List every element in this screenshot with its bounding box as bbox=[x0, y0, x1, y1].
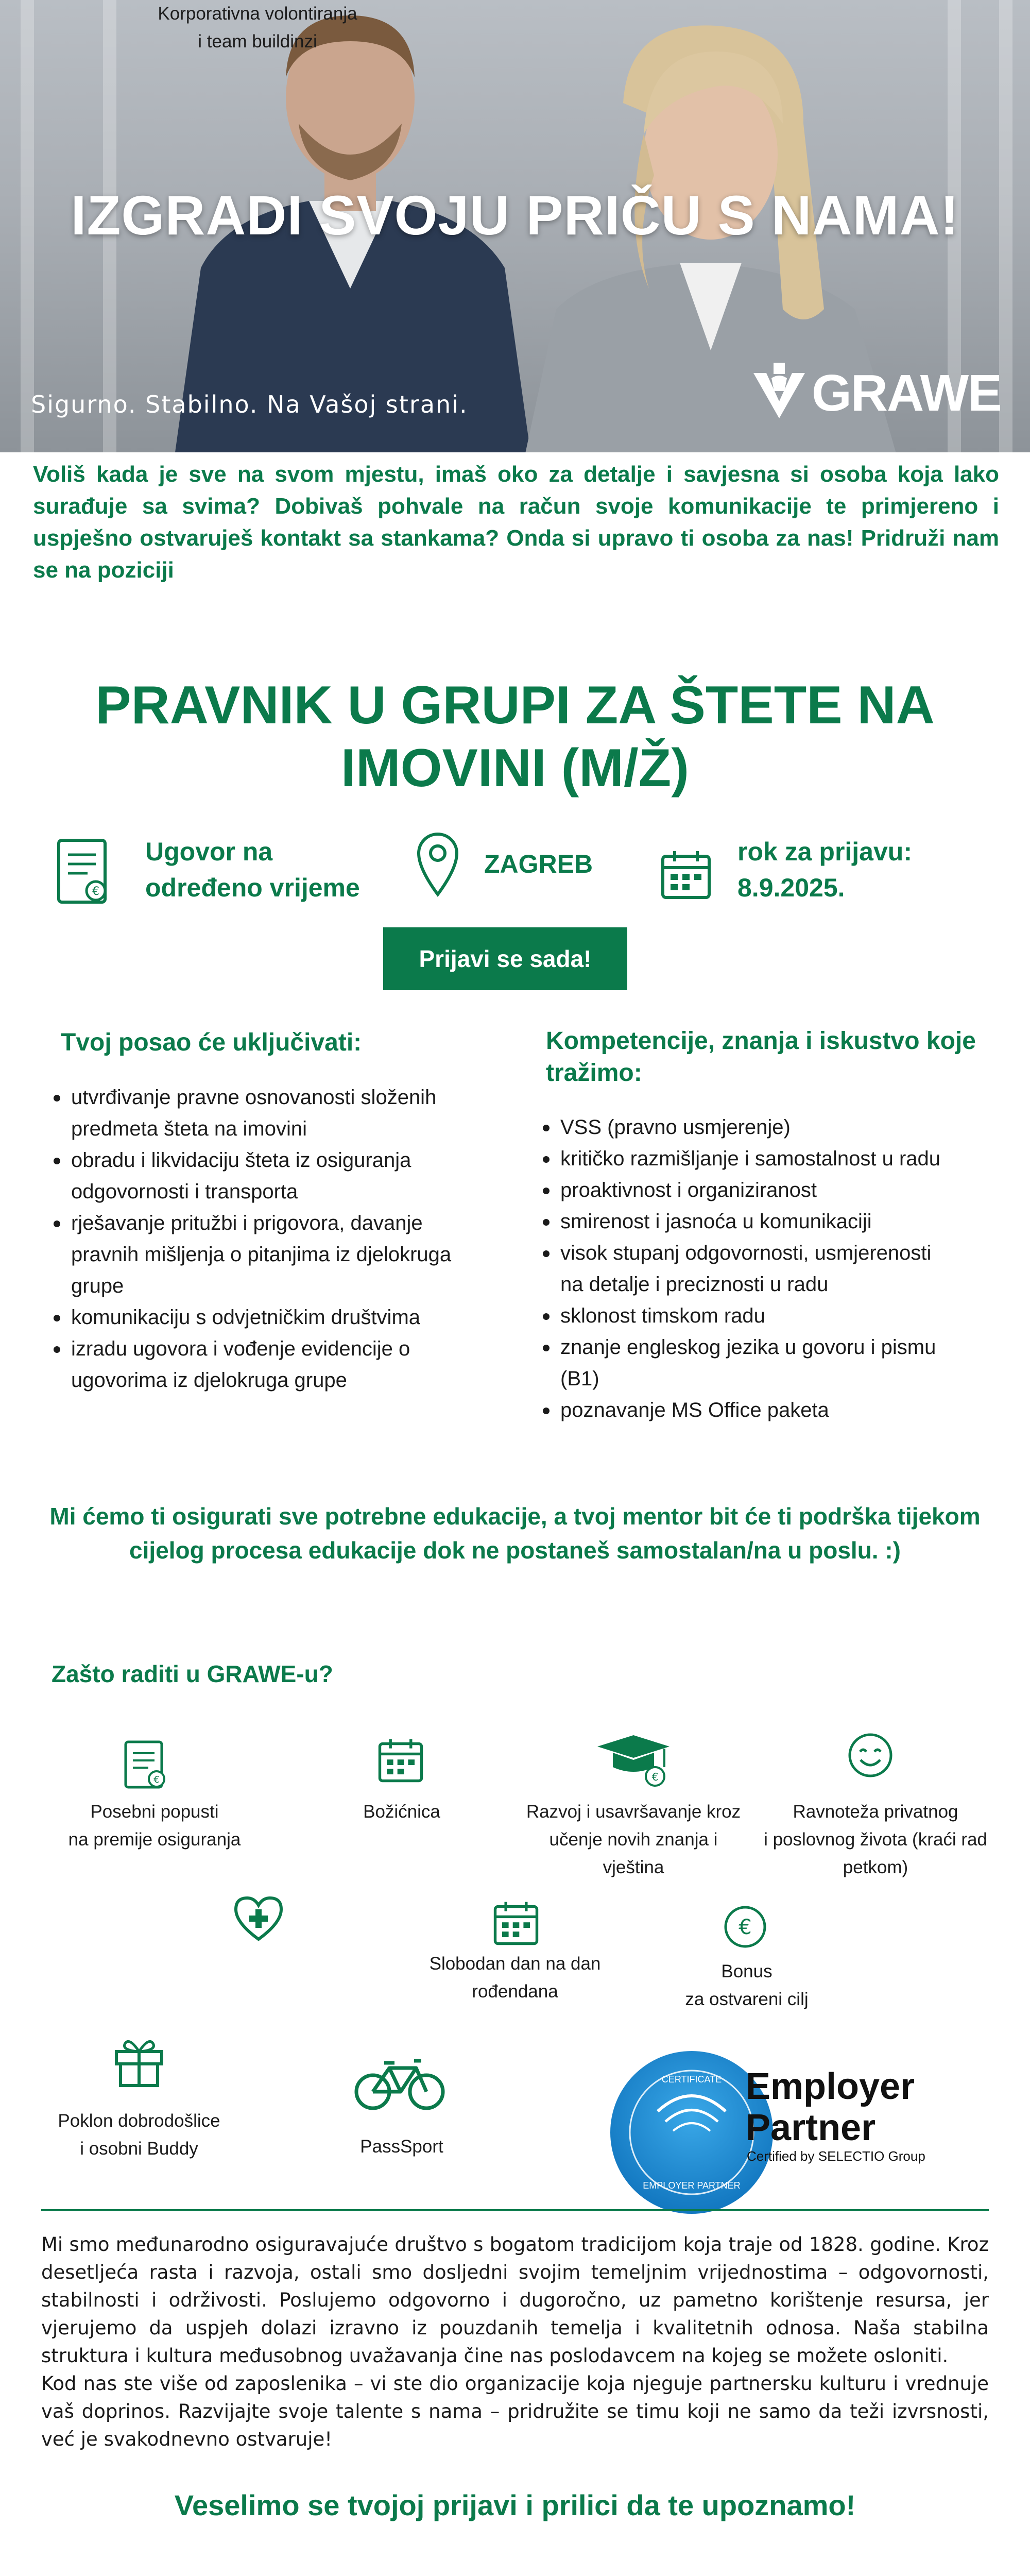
location: ZAGREB bbox=[484, 850, 593, 878]
benefit-line: i osobni Buddy bbox=[80, 2139, 198, 2159]
smiley-icon bbox=[847, 1732, 894, 1778]
list-item bbox=[541, 1238, 1004, 1300]
svg-text:€: € bbox=[651, 1771, 659, 1783]
skills-heading bbox=[546, 1025, 976, 1089]
list-item bbox=[52, 1082, 515, 1145]
hero-slogan: Sigurno. Stabilno. Na Vašoj strani. bbox=[31, 391, 468, 418]
list-item-line: rješavanje pritužbi i prigovora, davanje bbox=[71, 1212, 423, 1234]
list-item bbox=[52, 1333, 515, 1396]
deadline-date: 8.9.2025. bbox=[737, 873, 845, 902]
section-divider bbox=[41, 2209, 989, 2211]
calendar-icon bbox=[493, 1900, 539, 1946]
benefit-line: Božićnica bbox=[363, 1802, 440, 1822]
grawe-logo bbox=[751, 361, 1001, 422]
benefit-line: PassSport bbox=[360, 2137, 443, 2157]
location-pin-icon bbox=[415, 831, 461, 897]
mentor-text bbox=[41, 1499, 989, 1567]
list-item-line: predmeta šteta na imovini bbox=[71, 1117, 307, 1140]
calendar-icon bbox=[377, 1737, 424, 1784]
list-item bbox=[541, 1300, 1004, 1332]
shield-icon bbox=[751, 363, 808, 419]
list-item bbox=[541, 1332, 1004, 1395]
contract-line: određeno vrijeme bbox=[145, 873, 360, 902]
skills-heading-line: Kompetencije, znanja i iskustvo koje bbox=[546, 1027, 976, 1055]
list-item-line: na detalje i preciznosti u radu bbox=[560, 1273, 829, 1296]
list-item-line: sklonost timskom radu bbox=[560, 1304, 765, 1327]
list-item-line: obradu i likvidaciju šteta iz osiguranja bbox=[71, 1149, 411, 1172]
list-item-line: (B1) bbox=[560, 1367, 599, 1390]
benefit-work-life-balance bbox=[757, 1798, 994, 1882]
badge-top-text: CERTIFICATE bbox=[661, 2074, 722, 2084]
benefit-line: Ravnoteža privatnog bbox=[793, 1802, 958, 1822]
benefit-discounts bbox=[41, 1798, 268, 1854]
benefit-line: petkom) bbox=[843, 1857, 908, 1877]
contract-certificate-icon bbox=[56, 837, 112, 909]
benefit-line: rođendana bbox=[472, 1981, 558, 2002]
benefit-line: na premije osiguranja bbox=[68, 1829, 241, 1850]
deadline-label: rok za prijavu: bbox=[737, 837, 912, 866]
benefit-passsport bbox=[309, 2133, 494, 2161]
hero-banner bbox=[0, 0, 1030, 452]
gift-icon bbox=[113, 2034, 165, 2088]
about-paragraph: Mi smo međunarodno osiguravajuće društvo s bogatom tradicijom koja traje od 1828. godine. Kroz desetljeća rasta i razvoja, ostali smo dosljedni svojim temeljnim vrijednostima – odgovornosti, stabilnosti i održivosti. Poslujemo odgovorno i dugoročno, uz pametno korištenje resursa, jer vjerujemo da uspjeh dolazi izravno iz pouzdanih temelja i kvalitetnih odnosa. Naša stabilna struktura i kultura međusobnog uvažavanja čine nas poslodavcem na kojeg se možete osloniti. bbox=[41, 2233, 989, 2367]
benefit-line: za ostvareni cilj bbox=[685, 1989, 809, 2009]
list-item-line: znanje engleskog jezika u govoru i pismu bbox=[560, 1336, 936, 1359]
list-item bbox=[541, 1395, 1004, 1426]
certificate-icon bbox=[123, 1739, 169, 1790]
benefit-line: i poslovnog života (kraći rad bbox=[764, 1829, 987, 1850]
skills-heading-line: tražimo: bbox=[546, 1059, 642, 1087]
list-item-line: smirenost i jasnoća u komunikaciji bbox=[560, 1210, 872, 1233]
benefit-line: Slobodan dan na dan bbox=[429, 1954, 601, 1974]
benefit-christmas-bonus bbox=[309, 1798, 494, 1826]
benefit-line: Korporativna volontiranja bbox=[158, 4, 357, 24]
benefit-development bbox=[515, 1798, 752, 1882]
contract-line: Ugovor na bbox=[145, 837, 273, 866]
benefit-bonus bbox=[644, 1958, 850, 2013]
duties-heading: Tvoj posao će uključivati: bbox=[61, 1029, 362, 1056]
benefit-line: Bonus bbox=[721, 1961, 772, 1981]
deadline bbox=[737, 834, 912, 906]
logo-text: GRAWE bbox=[812, 364, 1001, 422]
svg-text:€: € bbox=[92, 885, 99, 898]
list-item-line: utvrđivanje pravne osnovanosti složenih bbox=[71, 1086, 437, 1109]
bicycle-icon bbox=[353, 2056, 446, 2112]
benefit-volunteering bbox=[139, 0, 376, 56]
benefit-birthday-day-off bbox=[402, 1950, 628, 2006]
about-company bbox=[41, 2231, 989, 2453]
benefit-line: učenje novih znanja i bbox=[549, 1829, 718, 1850]
list-item-line: pravnih mišljenja o pitanjima iz djelokruga bbox=[71, 1243, 452, 1266]
list-item bbox=[52, 1145, 515, 1208]
closing-message: Veselimo se tvojoj prijavi i prilici da te upoznamo! bbox=[174, 2489, 856, 2521]
list-item-line: izradu ugovora i vođenje evidencije o bbox=[71, 1337, 410, 1360]
list-item bbox=[541, 1175, 1004, 1206]
ep-title-line: Partner bbox=[746, 2107, 876, 2148]
list-item-line: ugovorima iz djelokruga grupe bbox=[71, 1369, 347, 1392]
list-item-line: komunikaciju s odvjetničkim društvima bbox=[71, 1306, 421, 1329]
list-item bbox=[52, 1208, 515, 1302]
why-heading: Zašto raditi u GRAWE-u? bbox=[52, 1660, 333, 1687]
ep-title-line: Employer bbox=[746, 2066, 915, 2107]
duties-list bbox=[52, 1082, 515, 1396]
svg-text:€: € bbox=[739, 1916, 752, 1939]
benefit-line: vještina bbox=[603, 1857, 664, 1877]
list-item-line: grupe bbox=[71, 1275, 124, 1297]
mentor-line: Mi ćemo ti osigurati sve potrebne edukacije, a tvoj mentor bit će ti podrška tijekom bbox=[49, 1503, 981, 1530]
list-item bbox=[541, 1206, 1004, 1238]
mentor-line: cijelog procesa edukacije dok ne postaneš samostalan/na u poslu. :) bbox=[129, 1537, 901, 1564]
list-item bbox=[52, 1302, 515, 1333]
employer-partner-subtitle: Certified by SELECTIO Group bbox=[747, 2148, 925, 2164]
job-title bbox=[0, 674, 1030, 800]
hero-title: IZGRADI SVOJU PRIČU S NAMA! bbox=[71, 184, 959, 246]
benefit-line: Poklon dobrodošlice bbox=[58, 2111, 220, 2131]
badge-bottom-text: EMPLOYER PARTNER bbox=[643, 2180, 741, 2191]
list-item bbox=[541, 1143, 1004, 1175]
apply-now-button[interactable]: Prijavi se sada! bbox=[383, 927, 627, 990]
intro-paragraph: Voliš kada je sve na svom mjestu, imaš oko za detalje i savjesna si osoba koja lako surađuje sa svima? Dobivaš pohvale na račun svoje komunikacije te primjereno i uspješno ostvaruješ kontakt sa stankama? Onda si upravo ti osoba za nas! Pridruži nam se na poziciji bbox=[33, 462, 999, 583]
job-title-line: IMOVINI (M/Ž) bbox=[341, 738, 689, 798]
graduation-cap-icon bbox=[592, 1731, 675, 1788]
list-item bbox=[541, 1112, 1004, 1143]
list-item-line: VSS (pravno usmjerenje) bbox=[560, 1116, 791, 1139]
benefit-line: Posebni popusti bbox=[90, 1802, 219, 1822]
heart-plus-icon bbox=[233, 1895, 284, 1942]
list-item-line: kritičko razmišljanje i samostalnost u radu bbox=[560, 1147, 941, 1170]
contract-type bbox=[145, 834, 360, 906]
list-item-line: visok stupanj odgovornosti, usmjerenosti bbox=[560, 1242, 932, 1264]
svg-text:€: € bbox=[153, 1774, 160, 1785]
job-title-line: PRAVNIK U GRUPI ZA ŠTETE NA bbox=[95, 675, 935, 735]
employer-partner-title bbox=[746, 2066, 915, 2148]
benefit-line: Razvoj i usavršavanje kroz bbox=[526, 1802, 741, 1822]
euro-coin-icon bbox=[724, 1905, 767, 1948]
calendar-icon bbox=[660, 849, 712, 901]
about-paragraph: Kod nas ste više od zaposlenika – vi ste dio organizacije koja njeguje partnersku kulturu i vrednuje vaš doprinos. Razvijajte svoje talente s nama – pridružite se timu koji ne samo da teži izvrsnosti, već je svakodnevno ostvaruje! bbox=[41, 2372, 989, 2450]
list-item-line: proaktivnost i organiziranost bbox=[560, 1179, 817, 1201]
list-item-line: poznavanje MS Office paketa bbox=[560, 1399, 829, 1421]
benefit-line: i team buildinzi bbox=[198, 31, 317, 52]
list-item-line: odgovornosti i transporta bbox=[71, 1180, 298, 1203]
skills-list bbox=[541, 1112, 1004, 1426]
benefit-welcome-gift bbox=[31, 2107, 247, 2163]
